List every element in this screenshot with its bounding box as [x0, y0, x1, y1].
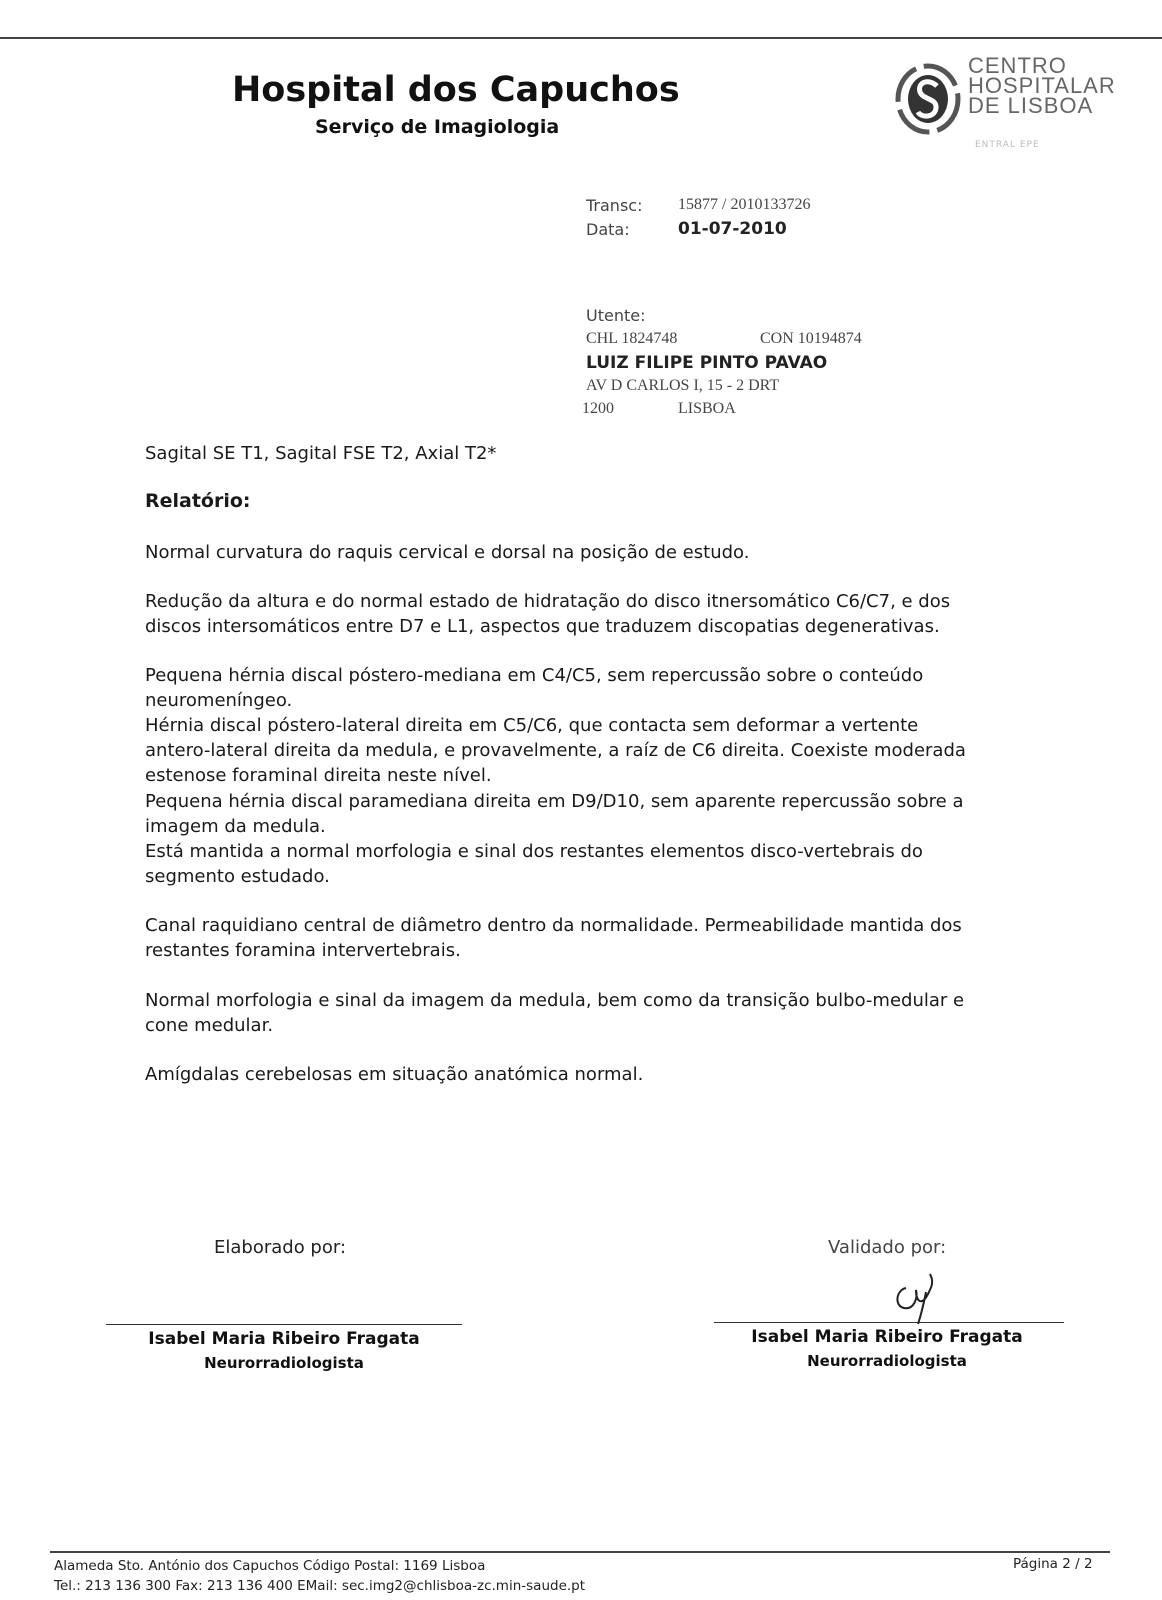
- patient-name: LUIZ FILIPE PINTO PAVAO: [586, 353, 828, 373]
- patient-postal: 1200: [582, 400, 614, 417]
- left-signer-name: Isabel Maria Ribeiro Fragata: [148, 1329, 420, 1349]
- report-line: discos intersomáticos entre D7 e L1, aspectos que traduzem discopatias degenerativas.: [145, 616, 940, 637]
- footer-rule: [50, 1551, 1110, 1553]
- report-line: Canal raquidiano central de diâmetro dentro da normalidade. Permeabilidade mantida dos: [145, 915, 962, 936]
- left-signer-role: Neurorradiologista: [204, 1354, 364, 1372]
- department-subtitle: Serviço de Imagiologia: [315, 116, 560, 138]
- logo-subtext: ENTRAL EPE: [975, 140, 1040, 150]
- handwritten-signature-icon: [888, 1268, 948, 1330]
- patient-con: CON 10194874: [760, 330, 862, 347]
- report-line: segmento estudado.: [145, 866, 330, 887]
- chl-circle-logo-icon: [893, 62, 963, 136]
- report-line: Pequena hérnia discal paramediana direita em D9/D10, sem aparente repercussão sobre a: [145, 791, 964, 812]
- report-line: Amígdalas cerebelosas em situação anatómica normal.: [145, 1064, 644, 1085]
- report-line: Pequena hérnia discal póstero-mediana em C4/C5, sem repercussão sobre o conteúdo: [145, 665, 924, 686]
- report-heading: Relatório:: [145, 490, 251, 512]
- report-line: estenose foraminal direita neste nível.: [145, 765, 492, 786]
- logo-line-3: DE LISBOA: [968, 93, 1094, 118]
- report-line: Normal curvatura do raquis cervical e dorsal na posição de estudo.: [145, 542, 750, 563]
- logo-line-1: CENTRO: [968, 53, 1067, 78]
- footer-address: Alameda Sto. António dos Capuchos Código Postal: 1169 Lisboa: [54, 1558, 486, 1574]
- report-line: restantes foramina intervertebrais.: [145, 940, 461, 961]
- report-line: antero-lateral direita da medula, e provavelmente, a raíz de C6 direita. Coexiste moderada: [145, 740, 966, 761]
- footer-contacts: Tel.: 213 136 300 Fax: 213 136 400 EMail: sec.img2@chlisboa-zc.min-saude.pt: [54, 1578, 586, 1594]
- patient-chl: CHL 1824748: [586, 330, 678, 347]
- validated-label: Validado por:: [828, 1237, 947, 1258]
- report-line: Normal morfologia e sinal da imagem da medula, bem como da transição bulbo-medular e: [145, 990, 965, 1011]
- patient-label: Utente:: [586, 306, 646, 325]
- date-value: 01-07-2010: [678, 219, 787, 239]
- report-line: Redução da altura e do normal estado de hidratação do disco itnersomático C6/C7, e dos: [145, 591, 951, 612]
- transc-label: Transc:: [586, 196, 643, 215]
- date-label: Data:: [586, 220, 630, 239]
- right-signer-name: Isabel Maria Ribeiro Fragata: [751, 1327, 1023, 1347]
- logo-line-2: HOSPITALAR: [968, 73, 1116, 98]
- report-line: imagem da medula.: [145, 816, 326, 837]
- transc-value: 15877 / 2010133726: [678, 196, 811, 213]
- hospital-title: Hospital dos Capuchos: [232, 70, 680, 110]
- report-line: neuromeníngeo.: [145, 690, 293, 711]
- report-line: cone medular.: [145, 1015, 274, 1036]
- right-signer-role: Neurorradiologista: [807, 1352, 967, 1370]
- logo-text: [968, 53, 1116, 118]
- patient-city: LISBOA: [678, 400, 736, 417]
- page-number: Página 2 / 2: [1013, 1556, 1093, 1572]
- exam-sequences: Sagital SE T1, Sagital FSE T2, Axial T2*: [145, 443, 497, 464]
- left-signature-line: [106, 1324, 462, 1325]
- report-line: Hérnia discal póstero-lateral direita em C5/C6, que contacta sem deformar a vertente: [145, 715, 919, 736]
- elaborated-label: Elaborado por:: [214, 1237, 347, 1258]
- top-rule: [0, 37, 1162, 39]
- patient-address: AV D CARLOS I, 15 - 2 DRT: [586, 377, 780, 394]
- report-line: Está mantida a normal morfologia e sinal dos restantes elementos disco-vertebrais do: [145, 841, 923, 862]
